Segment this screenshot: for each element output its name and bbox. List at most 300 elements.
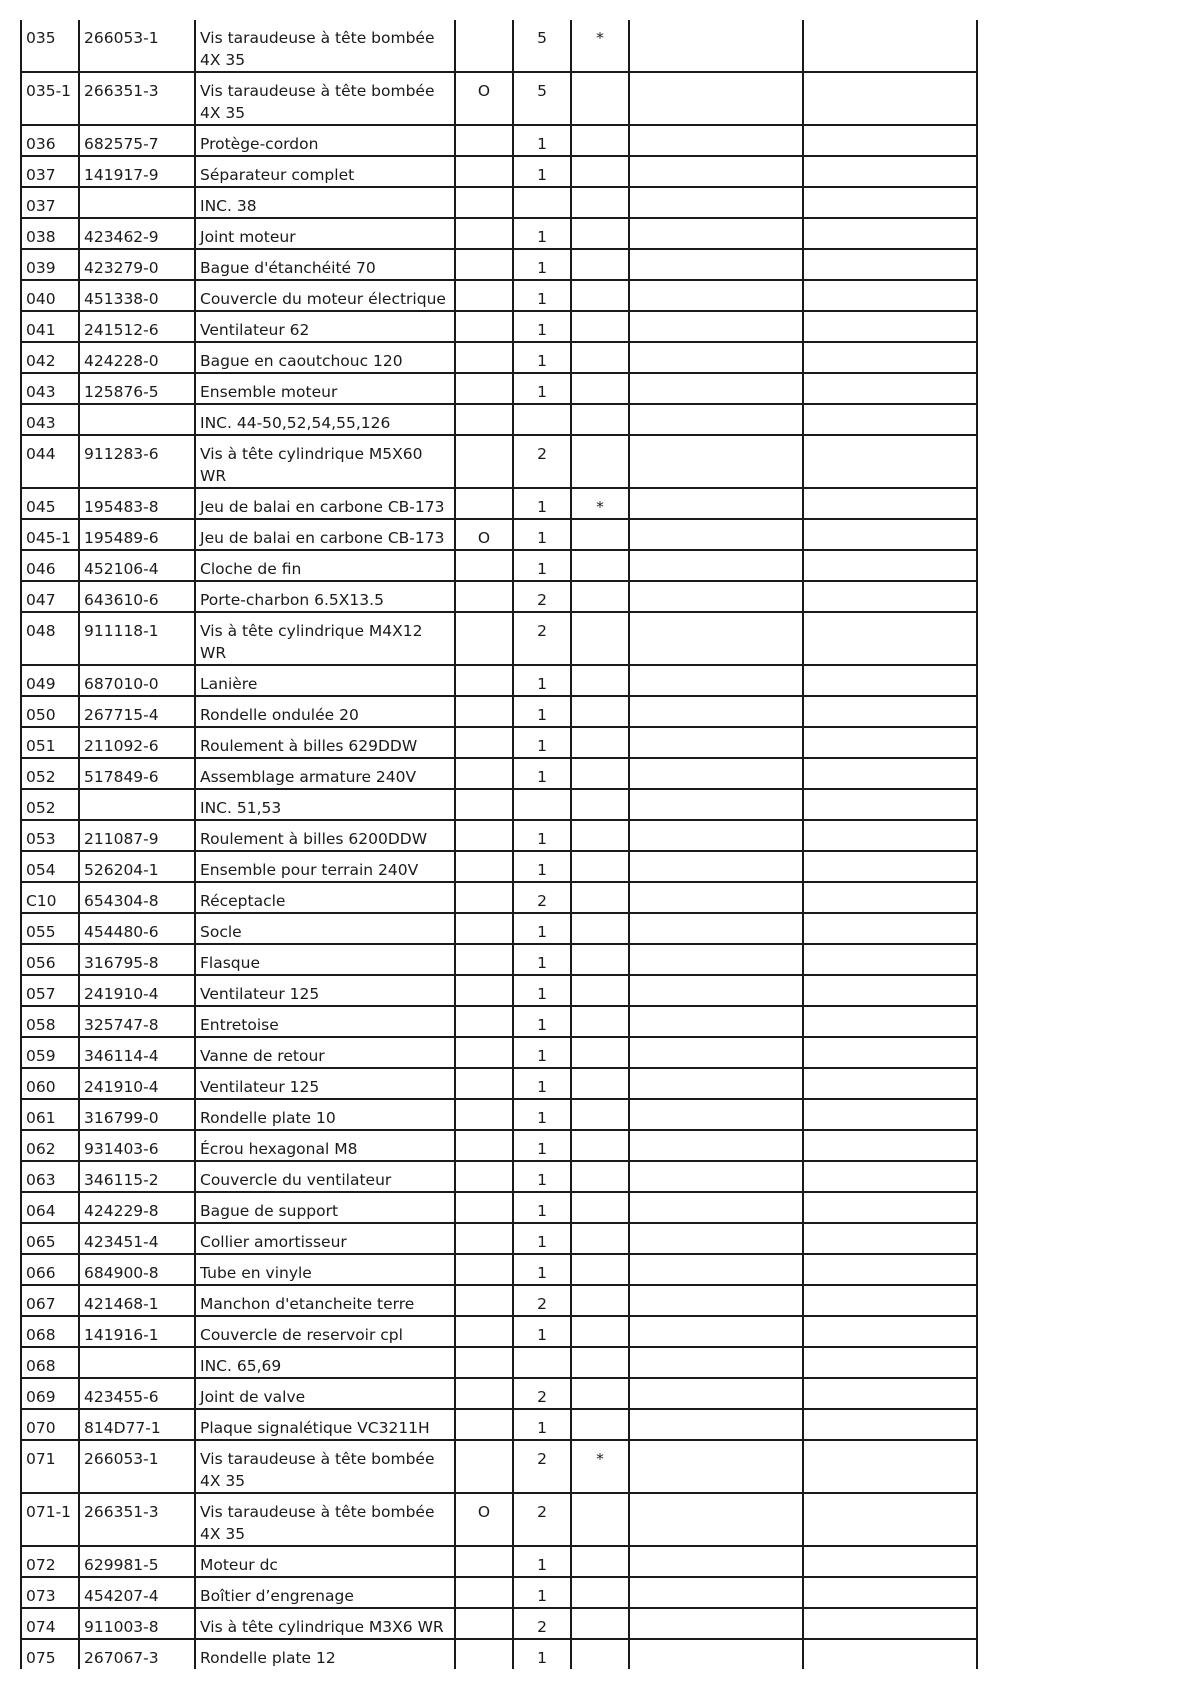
extra-2-cell xyxy=(803,519,977,550)
item-number-cell: 074 xyxy=(21,1608,79,1639)
option-cell xyxy=(455,1378,513,1409)
part-number-cell: 454480-6 xyxy=(79,913,195,944)
table-row xyxy=(21,249,977,280)
option-cell xyxy=(455,435,513,488)
item-number-cell: 055 xyxy=(21,913,79,944)
quantity-cell: 1 xyxy=(513,550,571,581)
extra-1-cell xyxy=(629,488,803,519)
extra-2-cell xyxy=(803,1316,977,1347)
item-number-cell: 060 xyxy=(21,1068,79,1099)
table-row xyxy=(21,1068,977,1099)
note-cell xyxy=(571,1378,629,1409)
extra-1-cell xyxy=(629,1546,803,1577)
option-cell xyxy=(455,758,513,789)
description-cell: Plaque signalétique VC3211H xyxy=(195,1409,455,1440)
option-cell: O xyxy=(455,1493,513,1546)
note-cell xyxy=(571,218,629,249)
extra-2-cell xyxy=(803,156,977,187)
extra-1-cell xyxy=(629,20,803,72)
description-cell: Réceptacle xyxy=(195,882,455,913)
option-cell xyxy=(455,1161,513,1192)
item-number-cell: 044 xyxy=(21,435,79,488)
extra-1-cell xyxy=(629,944,803,975)
option-cell xyxy=(455,1316,513,1347)
table-row xyxy=(21,1006,977,1037)
table-row xyxy=(21,1378,977,1409)
description-cell: Bague d'étanchéité 70 xyxy=(195,249,455,280)
extra-2-cell xyxy=(803,1099,977,1130)
part-number-cell: 141917-9 xyxy=(79,156,195,187)
quantity-cell xyxy=(513,789,571,820)
part-number-cell: 211092-6 xyxy=(79,727,195,758)
extra-1-cell xyxy=(629,311,803,342)
note-cell xyxy=(571,612,629,665)
description-cell: INC. 65,69 xyxy=(195,1347,455,1378)
part-number-cell: 125876-5 xyxy=(79,373,195,404)
item-number-cell: 047 xyxy=(21,581,79,612)
extra-1-cell xyxy=(629,1223,803,1254)
option-cell xyxy=(455,20,513,72)
quantity-cell: 5 xyxy=(513,72,571,125)
part-number-cell: 911118-1 xyxy=(79,612,195,665)
table-row xyxy=(21,218,977,249)
part-number-cell: 682575-7 xyxy=(79,125,195,156)
option-cell: O xyxy=(455,72,513,125)
option-cell xyxy=(455,851,513,882)
extra-1-cell xyxy=(629,758,803,789)
table-row xyxy=(21,125,977,156)
option-cell xyxy=(455,1223,513,1254)
item-number-cell: 071 xyxy=(21,1440,79,1493)
table-row xyxy=(21,665,977,696)
quantity-cell: 2 xyxy=(513,612,571,665)
note-cell xyxy=(571,550,629,581)
quantity-cell: 1 xyxy=(513,944,571,975)
table-row xyxy=(21,519,977,550)
part-number-cell: 195483-8 xyxy=(79,488,195,519)
part-number-cell: 211087-9 xyxy=(79,820,195,851)
note-cell: * xyxy=(571,20,629,72)
note-cell xyxy=(571,758,629,789)
description-cell: Ventilateur 125 xyxy=(195,975,455,1006)
extra-1-cell xyxy=(629,1006,803,1037)
extra-1-cell xyxy=(629,1493,803,1546)
parts-table-body xyxy=(21,20,977,1669)
quantity-cell: 1 xyxy=(513,696,571,727)
part-number-cell: 241910-4 xyxy=(79,1068,195,1099)
table-row xyxy=(21,820,977,851)
note-cell xyxy=(571,435,629,488)
table-row xyxy=(21,696,977,727)
option-cell xyxy=(455,156,513,187)
option-cell xyxy=(455,789,513,820)
quantity-cell: 1 xyxy=(513,1223,571,1254)
extra-1-cell xyxy=(629,1347,803,1378)
description-cell: Joint de valve xyxy=(195,1378,455,1409)
extra-2-cell xyxy=(803,1409,977,1440)
extra-2-cell xyxy=(803,1440,977,1493)
quantity-cell: 1 xyxy=(513,1037,571,1068)
table-row xyxy=(21,1037,977,1068)
item-number-cell: 053 xyxy=(21,820,79,851)
part-number-cell: 687010-0 xyxy=(79,665,195,696)
extra-1-cell xyxy=(629,1316,803,1347)
description-cell: INC. 38 xyxy=(195,187,455,218)
option-cell xyxy=(455,1099,513,1130)
extra-2-cell xyxy=(803,581,977,612)
item-number-cell: 072 xyxy=(21,1546,79,1577)
extra-2-cell xyxy=(803,20,977,72)
note-cell xyxy=(571,1254,629,1285)
quantity-cell: 1 xyxy=(513,1254,571,1285)
extra-2-cell xyxy=(803,435,977,488)
extra-1-cell xyxy=(629,342,803,373)
item-number-cell: 050 xyxy=(21,696,79,727)
item-number-cell: 037 xyxy=(21,156,79,187)
extra-1-cell xyxy=(629,72,803,125)
extra-2-cell xyxy=(803,758,977,789)
table-row xyxy=(21,156,977,187)
item-number-cell: 069 xyxy=(21,1378,79,1409)
item-number-cell: 061 xyxy=(21,1099,79,1130)
quantity-cell: 2 xyxy=(513,1285,571,1316)
description-cell: Ventilateur 62 xyxy=(195,311,455,342)
part-number-cell: 423451-4 xyxy=(79,1223,195,1254)
option-cell xyxy=(455,913,513,944)
table-row xyxy=(21,311,977,342)
extra-2-cell xyxy=(803,1254,977,1285)
note-cell xyxy=(571,249,629,280)
quantity-cell: 2 xyxy=(513,882,571,913)
part-number-cell: 451338-0 xyxy=(79,280,195,311)
item-number-cell: 039 xyxy=(21,249,79,280)
description-cell: Manchon d'etancheite terre xyxy=(195,1285,455,1316)
note-cell xyxy=(571,1409,629,1440)
option-cell xyxy=(455,665,513,696)
part-number-cell: 526204-1 xyxy=(79,851,195,882)
part-number-cell: 424228-0 xyxy=(79,342,195,373)
part-number-cell: 346114-4 xyxy=(79,1037,195,1068)
description-cell: Rondelle plate 10 xyxy=(195,1099,455,1130)
quantity-cell: 2 xyxy=(513,581,571,612)
part-number-cell: 423455-6 xyxy=(79,1378,195,1409)
option-cell xyxy=(455,218,513,249)
item-number-cell: 052 xyxy=(21,789,79,820)
part-number-cell: 141916-1 xyxy=(79,1316,195,1347)
extra-1-cell xyxy=(629,727,803,758)
note-cell xyxy=(571,727,629,758)
item-number-cell: 042 xyxy=(21,342,79,373)
table-row xyxy=(21,581,977,612)
note-cell xyxy=(571,156,629,187)
item-number-cell: 035 xyxy=(21,20,79,72)
quantity-cell: 2 xyxy=(513,1378,571,1409)
table-row xyxy=(21,1639,977,1669)
item-number-cell: 037 xyxy=(21,187,79,218)
extra-2-cell xyxy=(803,1223,977,1254)
description-cell: Flasque xyxy=(195,944,455,975)
extra-1-cell xyxy=(629,1161,803,1192)
extra-2-cell xyxy=(803,975,977,1006)
extra-1-cell xyxy=(629,187,803,218)
quantity-cell: 1 xyxy=(513,519,571,550)
note-cell xyxy=(571,1192,629,1223)
extra-2-cell xyxy=(803,1285,977,1316)
item-number-cell: 041 xyxy=(21,311,79,342)
item-number-cell: 057 xyxy=(21,975,79,1006)
extra-2-cell xyxy=(803,280,977,311)
note-cell xyxy=(571,342,629,373)
part-number-cell: 316799-0 xyxy=(79,1099,195,1130)
note-cell xyxy=(571,1608,629,1639)
quantity-cell: 1 xyxy=(513,1006,571,1037)
note-cell xyxy=(571,519,629,550)
item-number-cell: 068 xyxy=(21,1316,79,1347)
part-number-cell: 267067-3 xyxy=(79,1639,195,1669)
option-cell xyxy=(455,1347,513,1378)
part-number-cell: 452106-4 xyxy=(79,550,195,581)
extra-1-cell xyxy=(629,550,803,581)
option-cell xyxy=(455,882,513,913)
note-cell xyxy=(571,1068,629,1099)
note-cell xyxy=(571,696,629,727)
quantity-cell: 1 xyxy=(513,1130,571,1161)
item-number-cell: 068 xyxy=(21,1347,79,1378)
extra-1-cell xyxy=(629,218,803,249)
option-cell xyxy=(455,1254,513,1285)
quantity-cell: 1 xyxy=(513,342,571,373)
quantity-cell: 1 xyxy=(513,1068,571,1099)
option-cell xyxy=(455,1577,513,1608)
extra-1-cell xyxy=(629,882,803,913)
table-row xyxy=(21,404,977,435)
extra-1-cell xyxy=(629,1639,803,1669)
part-number-cell: 423462-9 xyxy=(79,218,195,249)
quantity-cell: 1 xyxy=(513,727,571,758)
extra-1-cell xyxy=(629,1037,803,1068)
quantity-cell: 1 xyxy=(513,311,571,342)
quantity-cell: 1 xyxy=(513,1099,571,1130)
table-row xyxy=(21,187,977,218)
description-cell: INC. 44-50,52,54,55,126 xyxy=(195,404,455,435)
extra-1-cell xyxy=(629,280,803,311)
option-cell xyxy=(455,1285,513,1316)
table-row xyxy=(21,488,977,519)
option-cell xyxy=(455,1192,513,1223)
extra-2-cell xyxy=(803,851,977,882)
part-number-cell: 424229-8 xyxy=(79,1192,195,1223)
note-cell xyxy=(571,404,629,435)
extra-2-cell xyxy=(803,1068,977,1099)
part-number-cell: 316795-8 xyxy=(79,944,195,975)
quantity-cell: 1 xyxy=(513,249,571,280)
part-number-cell: 325747-8 xyxy=(79,1006,195,1037)
table-row xyxy=(21,1254,977,1285)
extra-1-cell xyxy=(629,1409,803,1440)
option-cell xyxy=(455,1409,513,1440)
part-number-cell: 346115-2 xyxy=(79,1161,195,1192)
extra-2-cell xyxy=(803,72,977,125)
item-number-cell: 043 xyxy=(21,404,79,435)
extra-2-cell xyxy=(803,944,977,975)
part-number-cell: 911283-6 xyxy=(79,435,195,488)
option-cell xyxy=(455,975,513,1006)
option-cell xyxy=(455,125,513,156)
table-row xyxy=(21,851,977,882)
table-row xyxy=(21,435,977,488)
note-cell xyxy=(571,125,629,156)
option-cell xyxy=(455,550,513,581)
extra-2-cell xyxy=(803,125,977,156)
table-row xyxy=(21,727,977,758)
part-number-cell: 654304-8 xyxy=(79,882,195,913)
extra-1-cell xyxy=(629,696,803,727)
extra-2-cell xyxy=(803,342,977,373)
note-cell xyxy=(571,311,629,342)
note-cell xyxy=(571,975,629,1006)
note-cell: * xyxy=(571,1440,629,1493)
item-number-cell: 036 xyxy=(21,125,79,156)
option-cell xyxy=(455,404,513,435)
quantity-cell: 1 xyxy=(513,665,571,696)
option-cell xyxy=(455,696,513,727)
description-cell: Bague de support xyxy=(195,1192,455,1223)
note-cell xyxy=(571,665,629,696)
description-cell: Ensemble moteur xyxy=(195,373,455,404)
table-row xyxy=(21,975,977,1006)
note-cell xyxy=(571,820,629,851)
table-row xyxy=(21,789,977,820)
item-number-cell: 049 xyxy=(21,665,79,696)
description-cell: Roulement à billes 629DDW xyxy=(195,727,455,758)
extra-2-cell xyxy=(803,913,977,944)
quantity-cell xyxy=(513,1347,571,1378)
note-cell xyxy=(571,1316,629,1347)
description-cell: Vis taraudeuse à tête bombée 4X 35 xyxy=(195,1440,455,1493)
table-row xyxy=(21,1316,977,1347)
description-cell: Protège-cordon xyxy=(195,125,455,156)
part-number-cell: 931403-6 xyxy=(79,1130,195,1161)
extra-1-cell xyxy=(629,612,803,665)
note-cell xyxy=(571,1161,629,1192)
extra-2-cell xyxy=(803,820,977,851)
description-cell: Lanière xyxy=(195,665,455,696)
table-row xyxy=(21,550,977,581)
description-cell: Couvercle du moteur électrique xyxy=(195,280,455,311)
description-cell: INC. 51,53 xyxy=(195,789,455,820)
option-cell xyxy=(455,249,513,280)
extra-1-cell xyxy=(629,519,803,550)
note-cell xyxy=(571,1223,629,1254)
item-number-cell: 052 xyxy=(21,758,79,789)
table-row xyxy=(21,1130,977,1161)
quantity-cell xyxy=(513,187,571,218)
description-cell: Jeu de balai en carbone CB-173 xyxy=(195,519,455,550)
quantity-cell: 1 xyxy=(513,1546,571,1577)
option-cell: O xyxy=(455,519,513,550)
option-cell xyxy=(455,944,513,975)
extra-2-cell xyxy=(803,488,977,519)
extra-1-cell xyxy=(629,1254,803,1285)
extra-2-cell xyxy=(803,665,977,696)
description-cell: Entretoise xyxy=(195,1006,455,1037)
part-number-cell: 266053-1 xyxy=(79,20,195,72)
extra-1-cell xyxy=(629,1099,803,1130)
table-row xyxy=(21,1347,977,1378)
extra-2-cell xyxy=(803,1546,977,1577)
extra-1-cell xyxy=(629,1285,803,1316)
table-row xyxy=(21,1099,977,1130)
description-cell: Joint moteur xyxy=(195,218,455,249)
option-cell xyxy=(455,727,513,758)
extra-1-cell xyxy=(629,975,803,1006)
extra-2-cell xyxy=(803,1037,977,1068)
option-cell xyxy=(455,1440,513,1493)
extra-2-cell xyxy=(803,882,977,913)
part-number-cell: 266351-3 xyxy=(79,72,195,125)
extra-1-cell xyxy=(629,1440,803,1493)
part-number-cell: 814D77-1 xyxy=(79,1409,195,1440)
note-cell xyxy=(571,1347,629,1378)
quantity-cell: 2 xyxy=(513,1440,571,1493)
item-number-cell: 062 xyxy=(21,1130,79,1161)
description-cell: Ensemble pour terrain 240V xyxy=(195,851,455,882)
part-number-cell: 911003-8 xyxy=(79,1608,195,1639)
table-row xyxy=(21,1608,977,1639)
option-cell xyxy=(455,1639,513,1669)
item-number-cell: 038 xyxy=(21,218,79,249)
note-cell xyxy=(571,882,629,913)
note-cell xyxy=(571,789,629,820)
description-cell: Vis à tête cylindrique M3X6 WR xyxy=(195,1608,455,1639)
quantity-cell: 1 xyxy=(513,851,571,882)
extra-2-cell xyxy=(803,187,977,218)
item-number-cell: 058 xyxy=(21,1006,79,1037)
description-cell: Ventilateur 125 xyxy=(195,1068,455,1099)
item-number-cell: 045-1 xyxy=(21,519,79,550)
note-cell xyxy=(571,1546,629,1577)
extra-1-cell xyxy=(629,435,803,488)
table-row xyxy=(21,1223,977,1254)
note-cell xyxy=(571,1285,629,1316)
description-cell: Vanne de retour xyxy=(195,1037,455,1068)
quantity-cell: 1 xyxy=(513,125,571,156)
quantity-cell: 1 xyxy=(513,1409,571,1440)
extra-1-cell xyxy=(629,1130,803,1161)
table-row xyxy=(21,1493,977,1546)
description-cell: Socle xyxy=(195,913,455,944)
item-number-cell: 048 xyxy=(21,612,79,665)
extra-2-cell xyxy=(803,1608,977,1639)
option-cell xyxy=(455,187,513,218)
quantity-cell: 1 xyxy=(513,1577,571,1608)
extra-2-cell xyxy=(803,373,977,404)
note-cell xyxy=(571,280,629,311)
table-row xyxy=(21,1192,977,1223)
item-number-cell: 067 xyxy=(21,1285,79,1316)
description-cell: Porte-charbon 6.5X13.5 xyxy=(195,581,455,612)
option-cell xyxy=(455,1130,513,1161)
extra-2-cell xyxy=(803,1347,977,1378)
quantity-cell: 1 xyxy=(513,1161,571,1192)
quantity-cell: 1 xyxy=(513,280,571,311)
extra-2-cell xyxy=(803,727,977,758)
description-cell: Cloche de fin xyxy=(195,550,455,581)
table-row xyxy=(21,342,977,373)
option-cell xyxy=(455,1546,513,1577)
note-cell xyxy=(571,1577,629,1608)
extra-2-cell xyxy=(803,1006,977,1037)
